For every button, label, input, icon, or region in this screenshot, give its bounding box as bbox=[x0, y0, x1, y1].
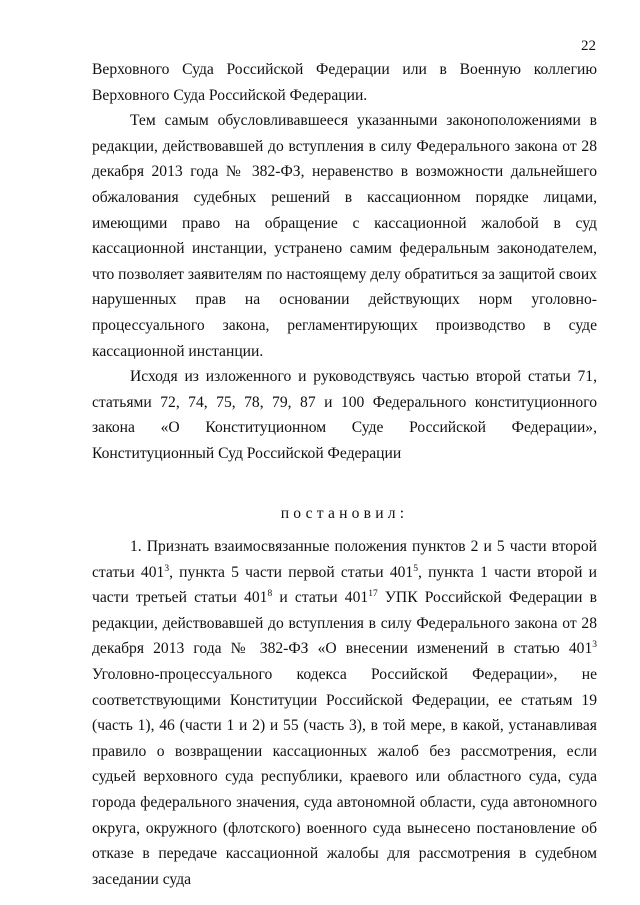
article-superscript: 17 bbox=[368, 589, 378, 600]
article-superscript: 5 bbox=[413, 563, 418, 574]
article-superscript: 3 bbox=[164, 563, 170, 574]
article-superscript: 3 bbox=[592, 640, 597, 651]
item-1-text-part: УПК Российской Федерации в редакции, действовавшей до вступления в силу Федерального закона от 28 декабря 2013 года № 382-ФЗ «О внесении изменений в статью 401 bbox=[92, 589, 598, 658]
item-1-text-part: Уголовно-процессуального кодекса Российской Федерации», не соответствующими Конституции Российской Федерации, ее статьям 19 (часть 1), 46 (части 1 и 2) и 55 (часть 3), в той мере, в какой, устанавливая правило о возвращении кассационных жалоб без рассмотрения, если судьей верховного суда республики, краевого или областного суда, суда города федерального значения, суда автономной области, суда автономного округа, окружного (флотского) военного суда вынесено постановление об отказе в передаче кассационной жалобы для рассмотрения в судебном заседании суда bbox=[92, 666, 597, 888]
item-1-text-part: и статьи 401 bbox=[272, 589, 369, 607]
article-superscript: 8 bbox=[267, 589, 273, 600]
paragraph-continuation: Верховного Суда Российской Федерации или в Военную коллегию Верховного Суда Российской Федерации. bbox=[92, 61, 597, 104]
resolution-heading: постановил: bbox=[280, 504, 409, 522]
document-body bbox=[92, 57, 597, 892]
item-1-text-part: , пункта 1 части второй и части третьей статьи 401 bbox=[92, 563, 597, 607]
page-number: 22 bbox=[581, 38, 596, 54]
item-1-text-part: 1. Признать взаимосвязанные положения пунктов 2 и 5 части второй статьи 401 bbox=[92, 538, 597, 581]
paragraph-inequality-eliminated: Тем самым обусловливавшееся указанными законоположениями в редакции, действовавшей до вступления в силу Федерального закона от 28 декабря 2013 года № 382-ФЗ, неравенство в возможности дальнейшего обжалования судебных решений в кассационном порядке лицами, имеющими право на обращение с кассационной жалобой в суд кассационной инстанции, устранено самим федеральным законодателем, что позволяет заявителям по настоящему делу обратиться за защитой своих нарушенных прав на основании действующих норм уголовно-процессуального закона, регламентирующих производство в суде кассационной инстанции. bbox=[92, 112, 597, 360]
paragraph-based-on: Исходя из изложенного и руководствуясь частью второй статьи 71, статьями 72, 74, 75, 78, 79, 87 и 100 Федерального конституционного закона «О Конституционном Суде Российской Федерации», Конституционный Суд Российской Федерации bbox=[92, 368, 597, 462]
item-1-text-part: , пункта 5 части первой статьи 401 bbox=[169, 563, 414, 581]
paragraph-resolution-item-1 bbox=[92, 534, 597, 892]
